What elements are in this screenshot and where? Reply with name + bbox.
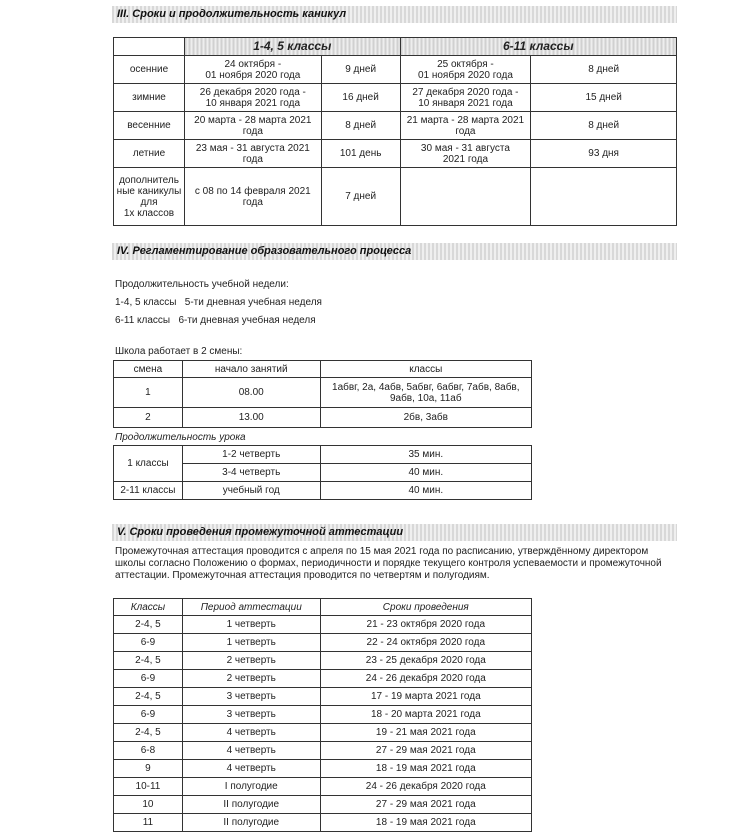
holiday-dates-a: с 08 по 14 февраля 2021 года bbox=[184, 168, 321, 226]
att-header: Сроки проведения bbox=[320, 599, 531, 616]
table-row bbox=[114, 652, 532, 670]
holiday-dates-a: 24 октября - 01 ноября 2020 года bbox=[184, 56, 321, 84]
table-row bbox=[114, 408, 532, 428]
holiday-dates-a: 20 марта - 28 марта 2021 года bbox=[184, 112, 321, 140]
att-classes: 2-4, 5 bbox=[114, 652, 183, 670]
table-row bbox=[114, 796, 532, 814]
att-period: II полугодие bbox=[182, 796, 320, 814]
holiday-dates-a: 26 декабря 2020 года - 10 января 2021 года bbox=[184, 84, 321, 112]
table-row bbox=[114, 688, 532, 706]
shift-number: 1 bbox=[114, 378, 183, 408]
holiday-name: летние bbox=[114, 140, 185, 168]
attestation-paragraph: Промежуточная аттестация проводится с апреля по 15 мая 2021 года по расписанию, утверждённому директором школы согласно Положению о формах, периодичности и порядке текущего контроля успеваемости и промежуточной аттестации. Промежуточная аттестация проводится по четвертям и полугодиям. bbox=[115, 546, 662, 581]
shift-header: классы bbox=[320, 361, 531, 378]
shift-header: смена bbox=[114, 361, 183, 378]
holidays-col-a: 1-4, 5 классы bbox=[184, 38, 400, 56]
att-period: 3 четверть bbox=[182, 706, 320, 724]
holiday-len-b: 8 дней bbox=[531, 56, 677, 84]
table-row bbox=[114, 634, 532, 652]
att-period: 2 четверть bbox=[182, 670, 320, 688]
att-dates: 18 - 19 мая 2021 года bbox=[320, 814, 531, 832]
holidays-col-b: 6-11 классы bbox=[400, 38, 676, 56]
att-period: I полугодие bbox=[182, 778, 320, 796]
section-3-header bbox=[112, 6, 677, 23]
att-classes: 10 bbox=[114, 796, 183, 814]
table-row bbox=[114, 84, 677, 112]
holiday-len-b: 93 дня bbox=[531, 140, 677, 168]
att-classes: 2-4, 5 bbox=[114, 616, 183, 634]
section-4-header bbox=[112, 243, 677, 260]
holiday-dates-b: 30 мая - 31 августа 2021 года bbox=[400, 140, 531, 168]
att-classes: 6-8 bbox=[114, 742, 183, 760]
lesson-period: 3-4 четверть bbox=[182, 464, 320, 482]
att-header: Классы bbox=[114, 599, 183, 616]
holiday-name: дополнитель ные каникулы для 1х классов bbox=[114, 168, 185, 226]
lesson-length: 40 мин. bbox=[320, 464, 531, 482]
lesson-group: 2-11 классы bbox=[114, 482, 183, 500]
table-row bbox=[114, 482, 532, 500]
att-dates: 18 - 19 мая 2021 года bbox=[320, 760, 531, 778]
holiday-len-a: 7 дней bbox=[321, 168, 400, 226]
att-dates: 23 - 25 декабря 2020 года bbox=[320, 652, 531, 670]
holiday-len-b: 15 дней bbox=[531, 84, 677, 112]
shift-number: 2 bbox=[114, 408, 183, 428]
holiday-dates-b: 25 октября - 01 ноября 2020 года bbox=[400, 56, 531, 84]
att-dates: 18 - 20 марта 2021 года bbox=[320, 706, 531, 724]
att-dates: 19 - 21 мая 2021 года bbox=[320, 724, 531, 742]
section-5-title: V. Сроки проведения промежуточной аттестации bbox=[117, 526, 404, 538]
shift-start: 13.00 bbox=[182, 408, 320, 428]
att-period: 4 четверть bbox=[182, 760, 320, 778]
lesson-length: 40 мин. bbox=[320, 482, 531, 500]
section-5-header bbox=[112, 524, 677, 541]
att-classes: 6-9 bbox=[114, 706, 183, 724]
att-dates: 27 - 29 мая 2021 года bbox=[320, 796, 531, 814]
table-row bbox=[114, 112, 677, 140]
att-period: 4 четверть bbox=[182, 724, 320, 742]
table-row bbox=[114, 814, 532, 832]
shift-header: начало занятий bbox=[182, 361, 320, 378]
table-row bbox=[114, 778, 532, 796]
att-period: II полугодие bbox=[182, 814, 320, 832]
holidays-table bbox=[113, 37, 677, 226]
att-period: 3 четверть bbox=[182, 688, 320, 706]
shift-start: 08.00 bbox=[182, 378, 320, 408]
holiday-name: зимние bbox=[114, 84, 185, 112]
lesson-table bbox=[113, 445, 532, 500]
holiday-len-a: 16 дней bbox=[321, 84, 400, 112]
holiday-name: осенние bbox=[114, 56, 185, 84]
shift-classes: 2бв, 3абв bbox=[320, 408, 531, 428]
holiday-len-b bbox=[531, 168, 677, 226]
week-title: Продолжительность учебной недели: bbox=[115, 279, 289, 290]
lesson-title: Продолжительность урока bbox=[115, 432, 246, 443]
att-classes: 2-4, 5 bbox=[114, 688, 183, 706]
section-4-title: IV. Регламентирование образовательного процесса bbox=[117, 245, 412, 257]
att-dates: 24 - 26 декабря 2020 года bbox=[320, 778, 531, 796]
shifts-table bbox=[113, 360, 532, 428]
holiday-len-a: 8 дней bbox=[321, 112, 400, 140]
holiday-len-b: 8 дней bbox=[531, 112, 677, 140]
table-row bbox=[114, 140, 677, 168]
section-3-title: III. Сроки и продолжительность каникул bbox=[117, 8, 347, 20]
att-header: Период аттестации bbox=[182, 599, 320, 616]
att-dates: 21 - 23 октября 2020 года bbox=[320, 616, 531, 634]
table-row bbox=[114, 670, 532, 688]
att-period: 1 четверть bbox=[182, 616, 320, 634]
shift-classes: 1абвг, 2а, 4абв, 5абвг, 6абвг, 7абв, 8абв, 9абв, 10а, 11аб bbox=[320, 378, 531, 408]
lesson-group: 1 классы bbox=[114, 446, 183, 482]
table-row bbox=[114, 760, 532, 778]
att-period: 1 четверть bbox=[182, 634, 320, 652]
att-classes: 6-9 bbox=[114, 634, 183, 652]
att-classes: 11 bbox=[114, 814, 183, 832]
holiday-len-a: 9 дней bbox=[321, 56, 400, 84]
holiday-name: весенние bbox=[114, 112, 185, 140]
att-period: 2 четверть bbox=[182, 652, 320, 670]
att-dates: 27 - 29 мая 2021 года bbox=[320, 742, 531, 760]
att-period: 4 четверть bbox=[182, 742, 320, 760]
holidays-corner bbox=[114, 38, 185, 56]
holiday-len-a: 101 день bbox=[321, 140, 400, 168]
week-line-1: 1-4, 5 классы 5-ти дневная учебная неделя bbox=[115, 297, 322, 308]
att-classes: 2-4, 5 bbox=[114, 724, 183, 742]
holiday-dates-b: 27 декабря 2020 года - 10 января 2021 года bbox=[400, 84, 531, 112]
table-row bbox=[114, 56, 677, 84]
table-row bbox=[114, 706, 532, 724]
att-classes: 6-9 bbox=[114, 670, 183, 688]
table-row bbox=[114, 378, 532, 408]
att-dates: 24 - 26 декабря 2020 года bbox=[320, 670, 531, 688]
table-row bbox=[114, 168, 677, 226]
table-row bbox=[114, 446, 532, 464]
att-dates: 22 - 24 октября 2020 года bbox=[320, 634, 531, 652]
holiday-dates-a: 23 мая - 31 августа 2021 года bbox=[184, 140, 321, 168]
attestation-table bbox=[113, 598, 532, 832]
lesson-length: 35 мин. bbox=[320, 446, 531, 464]
holiday-dates-b bbox=[400, 168, 531, 226]
att-classes: 10-11 bbox=[114, 778, 183, 796]
att-classes: 9 bbox=[114, 760, 183, 778]
shift-title: Школа работает в 2 смены: bbox=[115, 346, 243, 357]
lesson-period: 1-2 четверть bbox=[182, 446, 320, 464]
table-row bbox=[114, 616, 532, 634]
table-row bbox=[114, 724, 532, 742]
att-dates: 17 - 19 марта 2021 года bbox=[320, 688, 531, 706]
table-row bbox=[114, 742, 532, 760]
holiday-dates-b: 21 марта - 28 марта 2021 года bbox=[400, 112, 531, 140]
lesson-period: учебный год bbox=[182, 482, 320, 500]
week-line-2: 6-11 классы 6-ти дневная учебная неделя bbox=[115, 315, 316, 326]
